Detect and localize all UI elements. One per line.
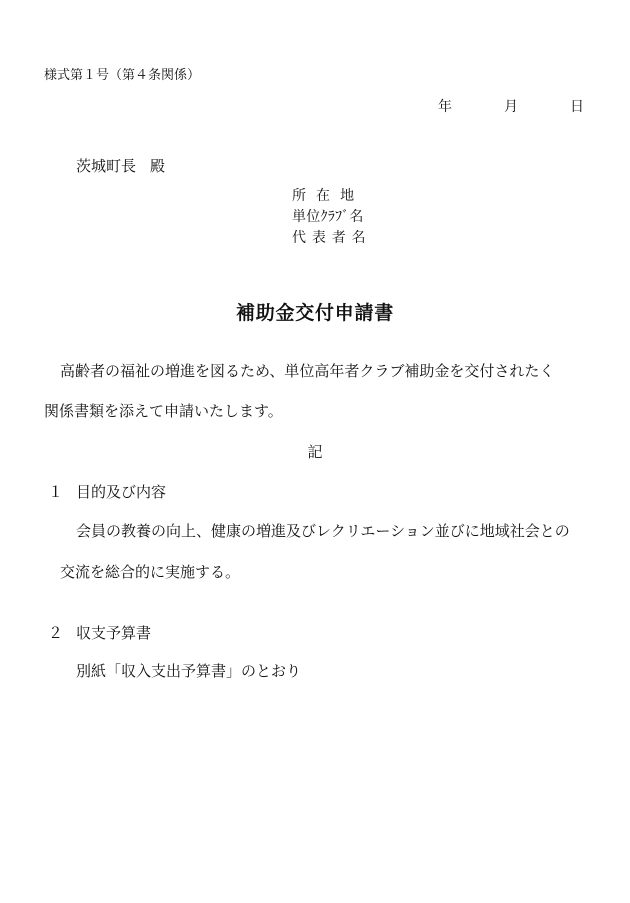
date-month: 月 <box>504 99 518 115</box>
section-1-line-1: 会員の教養の向上、健康の増進及びレクリエーション並びに地域社会との <box>76 522 570 540</box>
date-year: 年 <box>438 99 452 115</box>
ki-heading: 記 <box>307 443 323 461</box>
section-1-number: １ <box>48 483 64 501</box>
section-2-title: 収支予算書 <box>76 624 152 642</box>
applicant-address-label: 所 在 地 <box>292 188 357 204</box>
addressee-name: 茨城町長 <box>76 157 137 175</box>
addressee <box>76 155 165 176</box>
section-1-line-2: 交流を総合的に実施する。 <box>60 563 241 581</box>
applicant-block <box>292 186 366 249</box>
applicant-representative-label: 代 表 者 名 <box>292 230 367 246</box>
section-2-number: ２ <box>48 624 64 642</box>
date-line <box>438 96 584 116</box>
applicant-club-label: 単位ｸﾗﾌﾞ名 <box>292 209 364 225</box>
section-2-line-1: 別紙「収入支出予算書」のとおり <box>76 662 302 680</box>
date-day: 日 <box>570 99 584 115</box>
addressee-honorific: 殿 <box>150 157 166 175</box>
body-line-2: 関係書類を添えて申請いたします。 <box>44 402 283 420</box>
document-title: 補助金交付申請書 <box>235 302 395 324</box>
form-number: 様式第１号（第４条関係） <box>44 68 201 83</box>
body-line-1: 高齢者の福祉の増進を図るため、単位高年者クラブ補助金を交付されたく <box>60 362 555 380</box>
section-1-title: 目的及び内容 <box>76 483 167 501</box>
